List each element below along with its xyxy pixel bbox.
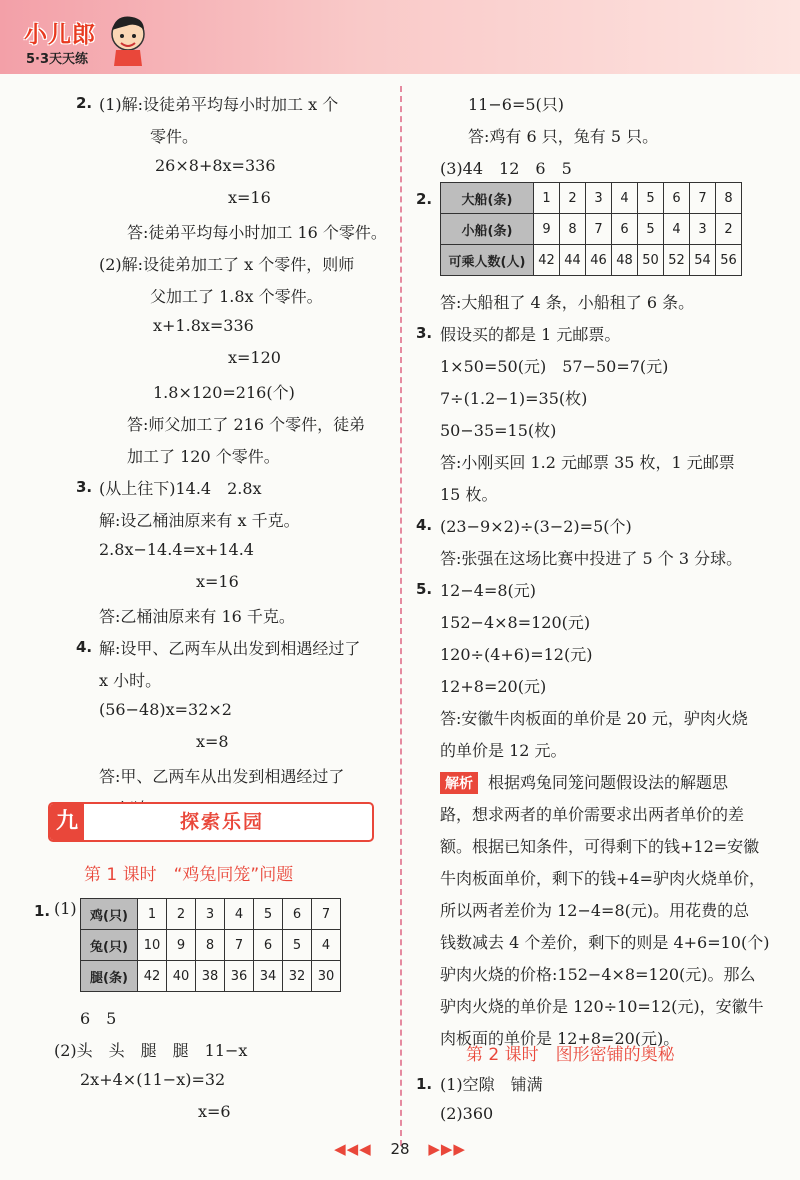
text-line: (从上往下)14.4 2.8x [99,479,262,498]
table-cell: 7 [690,183,716,214]
lesson-title: 第 2 课时 图形密铺的奥秘 [466,1045,675,1065]
question-number: 4. [76,638,93,656]
equation: x=16 [196,572,239,591]
table-cell: 2 [560,183,586,214]
analysis-line [440,770,728,794]
table-cell: 40 [167,961,196,992]
equation: (23−9×2)÷(3−2)=5(个) [440,517,632,536]
brand-logo: 小儿郎 [24,22,96,48]
prev-arrows-icon: ◀◀◀ [334,1140,372,1158]
row-header: 可乘人数(人) [441,245,534,276]
table-cell: 38 [196,961,225,992]
question-number: 4. [416,516,433,534]
answer-line: 的单价是 12 元。 [440,741,567,760]
text-line: (2)头 头 腿 腿 11−x [54,1041,248,1060]
equation: (56−48)x=32×2 [99,700,232,719]
equation: 11−6=5(只) [468,95,565,114]
row-header: 兔(只) [81,930,138,961]
table-cell: 5 [638,183,664,214]
table-cell: 6 [283,899,312,930]
next-arrows-icon: ▶▶▶ [428,1140,466,1158]
table-cell: 5 [254,899,283,930]
table-cell: 1 [534,183,560,214]
analysis-tag: 解析 [440,772,478,794]
table-cell: 46 [586,245,612,276]
analysis-text: 额。根据已知条件，可得剩下的钱+12=安徽 [440,837,760,856]
row-header: 大船(条) [441,183,534,214]
equation: 1.8×120=216(个) [153,383,295,402]
analysis-text: 肉板面的单价是 12+8=20(元)。 [440,1029,680,1048]
question-number: 1. [34,902,51,920]
equation: 2x+4×(11−x)=32 [80,1070,226,1089]
table-cell: 9 [167,930,196,961]
equation: 7÷(1.2−1)=35(枚) [440,389,588,408]
page-footer [0,1140,800,1158]
table-cell: 6 [664,183,690,214]
question-number: 3. [416,324,433,342]
equation: 50−35=15(枚) [440,421,557,440]
table-cell: 8 [560,214,586,245]
equation: x=8 [196,732,229,751]
table-cell: 9 [534,214,560,245]
equation: 12+8=20(元) [440,677,547,696]
table-cell: 2 [716,214,742,245]
answer-line: 答:安徽牛肉板面的单价是 20 元，驴肉火烧 [440,709,748,728]
table-row [81,899,341,930]
equation: 1×50=50(元) 57−50=7(元) [440,357,669,376]
unit-number: 九 [50,804,84,840]
table-cell: 7 [586,214,612,245]
table-cell: 54 [690,245,716,276]
series-name: 5·3天天练 [26,52,89,67]
answer-line: 答:大船租了 4 条，小船租了 6 条。 [440,293,695,312]
table-cell: 3 [196,899,225,930]
answer-line: 答:小刚买回 1.2 元邮票 35 枚，1 元邮票 [440,453,735,472]
table-row [441,183,742,214]
answer-line: 15 枚。 [440,485,498,504]
answer-line: 6 5 [80,1009,117,1028]
text-line: 零件。 [150,127,199,146]
page-number: 28 [390,1140,410,1158]
boat-table [440,182,742,276]
question-number: 5. [416,580,433,598]
table-cell: 52 [664,245,690,276]
lesson-title: 第 1 课时 “鸡兔同笼”问题 [84,865,294,885]
table-cell: 42 [534,245,560,276]
table-cell: 1 [138,899,167,930]
table-cell: 4 [664,214,690,245]
equation: 120÷(4+6)=12(元) [440,645,593,664]
table-cell: 5 [638,214,664,245]
sub-label: (1) [54,899,77,918]
unit-banner [48,802,374,842]
question-number: 3. [76,478,93,496]
table-cell: 6 [254,930,283,961]
question-number: 1. [416,1075,433,1093]
analysis-text: 驴肉火烧的价格:152−4×8=120(元)。那么 [440,965,756,984]
analysis-text: 路，想求两者的单价需要求出两者单价的差 [440,805,745,824]
answer-line: 答:张强在这场比赛中投进了 5 个 3 分球。 [440,549,743,568]
text-line: 解:设乙桶油原来有 x 千克。 [99,511,300,530]
equation: x=120 [228,348,281,367]
table-cell: 50 [638,245,664,276]
table-cell: 6 [612,214,638,245]
table-cell: 56 [716,245,742,276]
table-cell: 34 [254,961,283,992]
equation: 12−4=8(元) [440,581,537,600]
answer-line: 答:鸡有 6 只，兔有 5 只。 [468,127,659,146]
row-header: 小船(条) [441,214,534,245]
unit-title: 探索乐园 [180,811,265,833]
table-cell: 36 [225,961,254,992]
table-row [441,245,742,276]
mascot-icon [106,12,150,66]
equation: 26×8+8x=336 [155,156,276,175]
equation: 2.8x−14.4=x+14.4 [99,540,254,559]
table-cell: 8 [196,930,225,961]
answer-line: 加工了 120 个零件。 [127,447,280,466]
page-header [0,0,800,74]
row-header: 鸡(只) [81,899,138,930]
analysis-text: 所以两者差价为 12−4=8(元)。用花费的总 [440,901,750,920]
table-cell: 42 [138,961,167,992]
analysis-text: 钱数减去 4 个差价，剩下的则是 4+6=10(个) [440,933,770,952]
chicken-rabbit-table [80,898,341,992]
table-cell: 10 [138,930,167,961]
table-row [441,214,742,245]
analysis-text: 根据鸡兔同笼问题假设法的解题思 [488,773,729,792]
text-line: (2)解:设徒弟加工了 x 个零件，则师 [99,255,355,274]
answer-line: 答:徒弟平均每小时加工 16 个零件。 [127,223,387,242]
table-cell: 2 [167,899,196,930]
question-number: 2. [76,94,93,112]
analysis-text: 驴肉火烧的单价是 120÷10=12(元)，安徽牛 [440,997,764,1016]
text-line: 假设买的都是 1 元邮票。 [440,325,621,344]
question-number: 2. [416,190,433,208]
equation: x=16 [228,188,271,207]
answer-line: 答:师父加工了 216 个零件，徒弟 [127,415,366,434]
table-cell: 3 [690,214,716,245]
answer-line: (1)空隙 铺满 [440,1075,543,1094]
table-cell: 4 [225,899,254,930]
text-line: (1)解:设徒弟平均每小时加工 x 个 [99,95,339,114]
table-row [81,961,341,992]
table-cell: 8 [716,183,742,214]
table-cell: 32 [283,961,312,992]
table-row [81,930,341,961]
table-cell: 7 [312,899,341,930]
table-cell: 5 [283,930,312,961]
table-cell: 4 [612,183,638,214]
table-cell: 30 [312,961,341,992]
equation: x=6 [198,1102,231,1121]
table-cell: 7 [225,930,254,961]
row-header: 腿(条) [81,961,138,992]
table-cell: 3 [586,183,612,214]
answer-line: 答:甲、乙两车从出发到相遇经过了 [99,767,345,786]
table-cell: 48 [612,245,638,276]
text-line: 解:设甲、乙两车从出发到相遇经过了 [99,639,361,658]
analysis-text: 牛肉板面单价，剩下的钱+4=驴肉火烧单价， [440,869,765,888]
equation: x+1.8x=336 [153,316,254,335]
table-cell: 4 [312,930,341,961]
answer-line: (3)44 12 6 5 [440,159,572,178]
column-divider [400,86,402,1146]
table-cell: 44 [560,245,586,276]
answer-line: (2)360 [440,1104,494,1123]
answer-line: 答:乙桶油原来有 16 千克。 [99,607,295,626]
text-line: x 小时。 [99,671,162,690]
text-line: 父加工了 1.8x 个零件。 [150,287,323,306]
equation: 152−4×8=120(元) [440,613,591,632]
